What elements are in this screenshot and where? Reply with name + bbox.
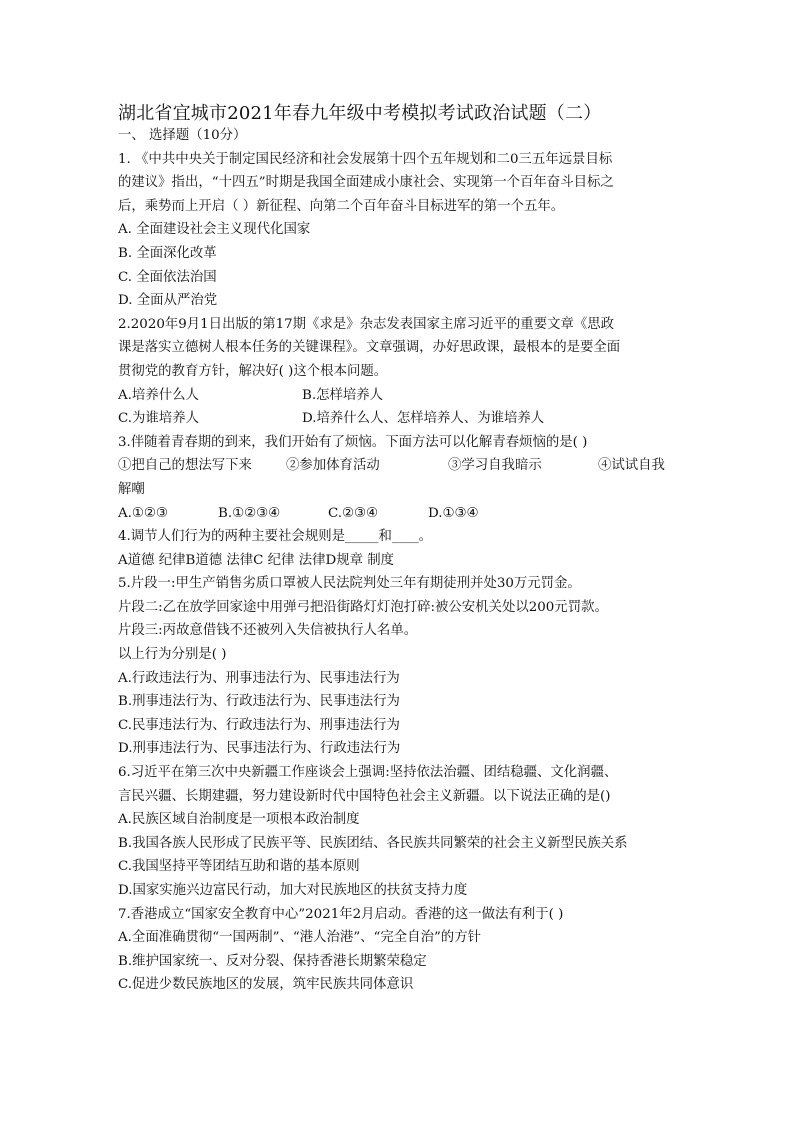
q2-option-a: A.培养什么人 <box>118 387 199 403</box>
q2-option-d: D.培养什么人、怎样培养人、为谁培养人 <box>302 411 545 427</box>
exam-content <box>118 124 678 997</box>
q3-option-a: A.①②③ <box>118 505 168 521</box>
q1-stem-line: 的建议》指出，“十四五”时期是我国全面建成小康社会、实现第一个百年奋斗目标之 <box>118 175 614 191</box>
q7-option-c: C.促进少数民族地区的发展，筑牢民族共同体意识 <box>118 977 414 993</box>
q7-stem-line: 7.香港成立“国家安全教育中心”2021年2月启动。香港的这一做法有利于( ) <box>118 906 564 922</box>
q3-item-4: ④试试自我 <box>598 458 665 474</box>
q3-options-row <box>118 502 678 526</box>
q3-option-b: B.①②③④ <box>218 505 281 521</box>
q2-option-c: C.为谁培养人 <box>118 411 199 427</box>
q3-item-3: ③学习自我暗示 <box>448 458 542 474</box>
q5-option-c: C.民事违法行为、行政违法行为、刑事违法行为 <box>118 717 400 733</box>
q2-stem-line: 2.2020年9月1日出版的第17期《求是》杂志发表国家主席习近平的重要文章《思政 <box>118 316 615 332</box>
q3-item-1: ①把自己的想法写下来 <box>118 458 252 474</box>
q2-stem-line: 贯彻党的教育方针，解决好( )这个根本问题。 <box>118 363 388 379</box>
q4-options-line: A道德 纪律B道德 法律C 纪律 法律D规章 制度 <box>118 552 395 568</box>
q3-stem-line: 3.伴随着青春期的到来，我们开始有了烦恼。下面方法可以化解青春烦恼的是( ) <box>118 434 588 450</box>
q6-stem-line: 6.习近平在第三次中央新疆工作座谈会上强调:坚持依法治疆、团结稳疆、文化润疆、 <box>118 765 618 781</box>
q5-option-a: A.行政违法行为、刑事违法行为、民事违法行为 <box>118 670 400 686</box>
q5-stem-line: 以上行为分别是( ) <box>118 647 227 663</box>
q3-option-c: C.②③④ <box>328 505 379 521</box>
q1-option-a: A. 全面建设社会主义现代化国家 <box>118 222 311 238</box>
page-title: 湖北省宜城市2021年春九年级中考模拟考试政治试题（二） <box>118 103 602 124</box>
q6-stem-line: 言民兴疆、长期建疆，努力建设新时代中国特色社会主义新疆。以下说法正确的是() <box>118 788 611 804</box>
q4-stem-line: 4.调节人们行为的两种主要社会规则是_____和____。 <box>118 529 433 545</box>
q6-option-a: A.民族区域自治制度是一项根本政治制度 <box>118 812 360 828</box>
q5-stem-line: 片段二:乙在放学回家途中用弹弓把沿街路灯灯泡打碎:被公安机关处以200元罚款。 <box>118 599 608 615</box>
q5-stem-line: 5.片段一:甲生产销售劣质口罩被人民法院判处三年有期徒刑并处30万元罚金。 <box>118 576 581 592</box>
q6-option-c: C.我国坚持平等团结互助和谐的基本原则 <box>118 859 360 875</box>
q2-options-row <box>118 407 678 431</box>
q5-option-b: B.刑事违法行为、行政违法行为、民事违法行为 <box>118 694 400 710</box>
q6-option-d: D.国家实施兴边富民行动，加大对民族地区的扶贫支持力度 <box>118 883 468 898</box>
q1-option-c: C. 全面依法治国 <box>118 269 217 285</box>
q1-option-b: B. 全面深化改革 <box>118 245 217 261</box>
q3-item-2: ②参加体育活动 <box>286 458 380 474</box>
q1-stem-line: 后，乘势而上开启（ ）新征程、向第二个百年奋斗目标进军的第一个五年。 <box>118 198 565 214</box>
q2-stem-line: 课是落实立德树人根本任务的关键课程》。文章强调，办好思政课，最根本的是要全面 <box>118 340 621 356</box>
q3-items-row <box>118 454 678 478</box>
q1-stem-line: 1. 《中共中央关于制定国民经济和社会发展第十四个五年规划和二0三五年远景目标 <box>118 151 613 167</box>
q1-option-d: D. 全面从严治党 <box>118 293 218 309</box>
q5-stem-line: 片段三:丙故意借钱不还被列入失信被执行人名单。 <box>118 623 418 639</box>
q3-item-4-continued: 解嘲 <box>118 481 145 497</box>
q6-option-b: B.我国各族人民形成了民族平等、民族团结、各民族共同繁荣的社会主义新型民族关系 <box>118 835 628 851</box>
q3-option-d: D.①③④ <box>428 505 479 521</box>
q2-option-b: B.怎样培养人 <box>302 387 384 403</box>
q7-option-b: B.维护国家统一、反对分裂、保持香港长期繁荣稳定 <box>118 953 427 969</box>
q5-option-d: D.刑事违法行为、民事违法行为、行政违法行为 <box>118 741 401 757</box>
q7-option-a: A.全面准确贯彻“一国两制”、“港人治港”、“完全自治”的方针 <box>118 930 481 946</box>
section-heading: 一、 选择题（10分） <box>118 128 247 143</box>
q2-options-row <box>118 384 678 408</box>
